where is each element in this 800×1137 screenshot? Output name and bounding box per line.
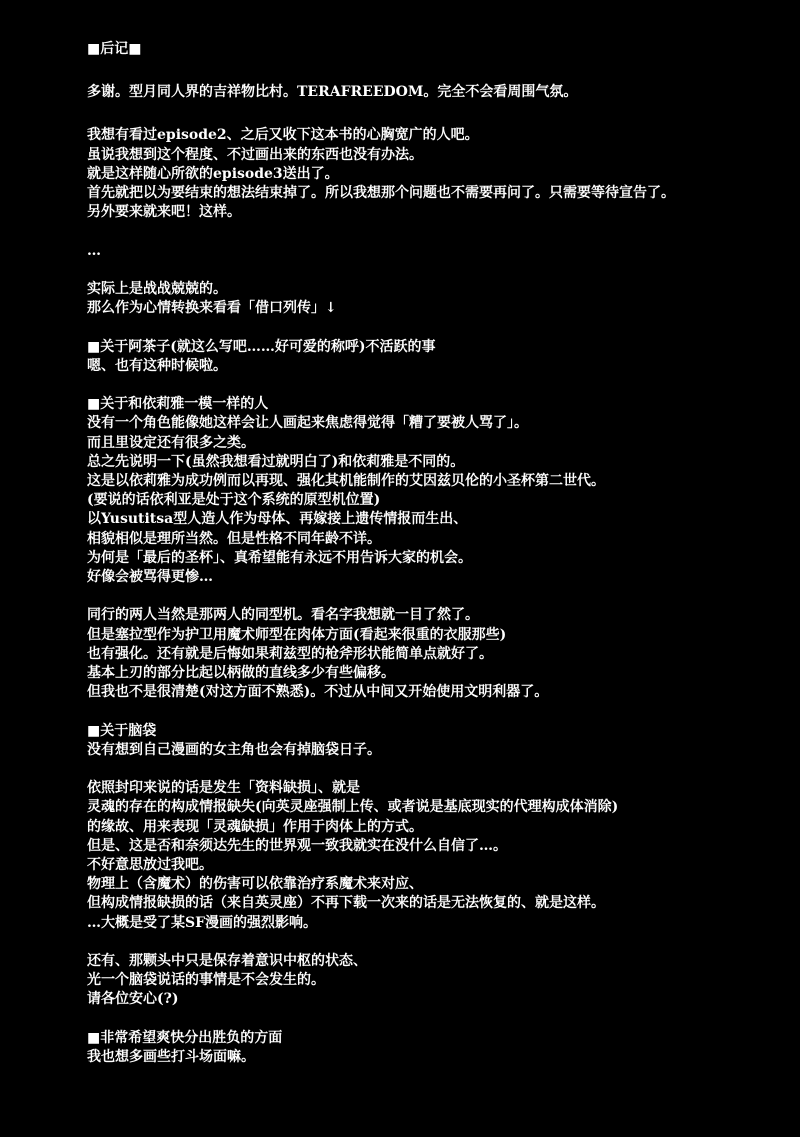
section-heading-fight: ■非常希望爽快分出胜负的方面 bbox=[87, 1029, 283, 1046]
episode-line-5: 另外要来就来吧！这样。 bbox=[87, 204, 241, 221]
illya-line-6: 以Yusutitsa型人造人作为母体、再嫁接上遗传情报而生出、 bbox=[87, 511, 468, 528]
companions-line-3: 也有强化。还有就是后悔如果莉兹型的枪斧形状能简单点就好了。 bbox=[87, 645, 493, 662]
illya-line-3: 总之先说明一下(虽然我想看过就明白了)和依莉雅是不同的。 bbox=[87, 453, 465, 470]
section-heading-illya: ■关于和依莉雅一模一样的人 bbox=[87, 396, 269, 413]
seal-line-5: 不好意思放过我吧。 bbox=[87, 857, 213, 874]
illya-line-7: 相貌相似是理所当然。但是性格不同年龄不详。 bbox=[87, 530, 381, 547]
episode-line-2: 虽说我想到这个程度、不过画出来的东西也没有办法。 bbox=[87, 146, 423, 163]
episode-line-4: 首先就把以为要结束的想法结束掉了。所以我想那个问题也不需要再问了。只需要等待宣告了。 bbox=[87, 185, 675, 202]
reassure-line-3: 请各位安心(?) bbox=[87, 991, 179, 1008]
afterword-title: ■后记■ bbox=[87, 41, 142, 57]
seal-line-4: 但是、这是否和奈须达先生的世界观一致我就实在没什么自信了…。 bbox=[87, 837, 507, 854]
reassure-line-2: 光一个脑袋说话的事情是不会发生的。 bbox=[87, 972, 325, 989]
seal-line-3: 的缘故、用来表现「灵魂缺损」作用于肉体上的方式。 bbox=[87, 818, 423, 835]
companions-line-4: 基本上刃的部分比起以柄做的直线多少有些偏移。 bbox=[87, 665, 395, 682]
companions-line-1: 同行的两人当然是那两人的同型机。看名字我想就一目了然了。 bbox=[87, 607, 479, 624]
excuse-line-1: 实际上是战战兢兢的。 bbox=[87, 281, 227, 297]
seal-line-2: 灵魂的存在的构成情报缺失(向英灵座强制上传、或者说是基底现实的代理构成体消除) bbox=[87, 799, 619, 816]
seal-line-1: 依照封印来说的话是发生「资料缺损」、就是 bbox=[87, 780, 360, 797]
section-heading-head: ■关于脑袋 bbox=[87, 722, 157, 739]
illya-line-5: (要说的话依利亚是处于这个系统的原型机位置) bbox=[87, 492, 381, 509]
section-heading-achako: ■关于阿茶子(就这么写吧……好可爱的称呼)不活跃的事 bbox=[87, 338, 436, 355]
achako-line-1: 嗯、也有这种时候啦。 bbox=[87, 357, 227, 374]
seal-line-8: …大概是受了某SF漫画的强烈影响。 bbox=[87, 914, 318, 931]
seal-line-6: 物理上（含魔术）的伤害可以依靠治疗系魔术来对应、 bbox=[87, 876, 423, 893]
illya-line-2: 而且里设定还有很多之类。 bbox=[87, 434, 255, 451]
ellipsis-line: … bbox=[87, 242, 101, 259]
companions-line-5: 但我也不是很清楚(对这方面不熟悉)。不过从中间又开始使用文明利器了。 bbox=[87, 684, 549, 701]
fight-line-1: 我也想多画些打斗场面嘛。 bbox=[87, 1049, 255, 1066]
illya-line-8: 为何是「最后的圣杯」、真希望能有永远不用告诉大家的机会。 bbox=[87, 549, 472, 566]
head-line-1: 没有想到自己漫画的女主角也会有掉脑袋日子。 bbox=[87, 741, 381, 758]
thanks-line: 多谢。型月同人界的吉祥物比村。TERAFREEDOM。完全不会看周围气氛。 bbox=[87, 84, 578, 101]
episode-line-3: 就是这样随心所欲的episode3送出了。 bbox=[87, 165, 339, 182]
illya-line-9: 好像会被骂得更惨… bbox=[87, 569, 213, 586]
seal-line-7: 但构成情报缺损的话（来自英灵座）不再下载一次来的话是无法恢复的、就是这样。 bbox=[87, 895, 605, 912]
illya-line-1: 没有一个角色能像她这样会让人画起来焦虑得觉得「糟了要被人骂了」。 bbox=[87, 415, 528, 432]
illya-line-4: 这是以依莉雅为成功例而以再现、强化其机能制作的艾因兹贝伦的小圣杯第二世代。 bbox=[87, 473, 605, 489]
excuse-line-2: 那么作为心情转换来看看「借口列传」↓ bbox=[87, 300, 337, 317]
companions-line-2: 但是塞拉型作为护卫用魔术师型在肉体方面(看起来很重的衣服那些) bbox=[87, 626, 507, 643]
afterword-text bbox=[87, 40, 777, 1067]
episode-line-1: 我想有看过episode2、之后又收下这本书的心胸宽广的人吧。 bbox=[87, 127, 479, 144]
reassure-line-1: 还有、那颗头中只是保存着意识中枢的状态、 bbox=[87, 953, 367, 970]
